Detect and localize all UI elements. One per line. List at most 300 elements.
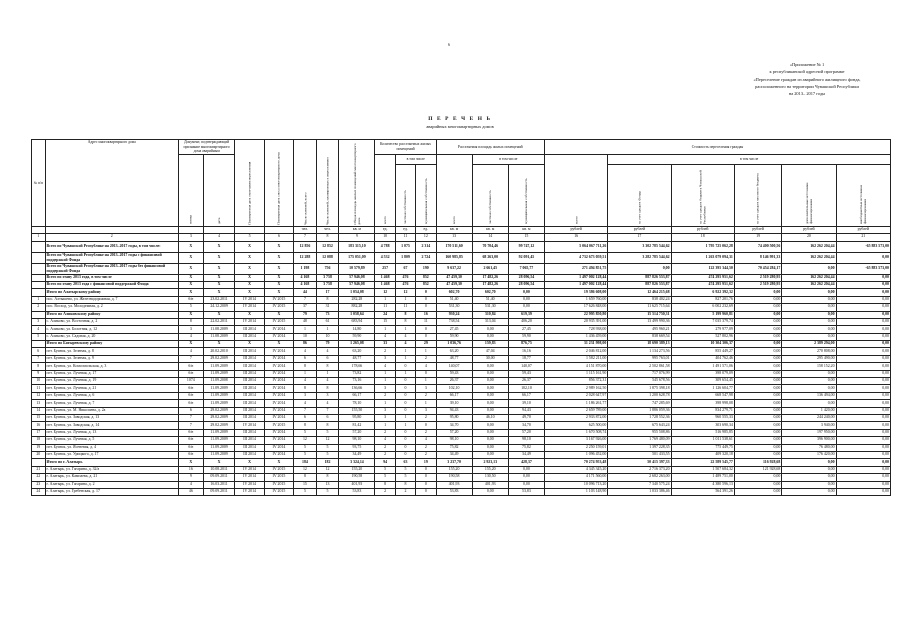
table-cell: 1	[375, 370, 395, 377]
table-cell: 4	[178, 333, 203, 340]
table-cell: Х	[235, 311, 264, 318]
address-cell: с. Аликово, ул. Болотная, д. 12	[45, 326, 178, 333]
table-cell: 1074	[178, 378, 203, 385]
table-cell: 28 096,54	[508, 274, 544, 281]
document-subtitle: аварийных многоквартирных домов	[426, 124, 494, 129]
table-cell: 1 265,08	[339, 341, 375, 348]
table-cell: 19	[416, 459, 436, 466]
table-cell: Х	[203, 289, 235, 296]
table-cell: 13	[32, 400, 46, 407]
table-row	[32, 378, 891, 385]
table-cell: 15	[294, 481, 317, 488]
table-cell: 1 397 228,35	[608, 444, 671, 451]
table-cell: 10	[294, 333, 317, 340]
unit-cell: ед.	[375, 226, 395, 233]
table-cell: 401,93	[339, 481, 375, 488]
table-cell: 1	[375, 326, 395, 333]
table-cell: 12 856	[294, 241, 317, 252]
table-cell: 0,00	[782, 304, 836, 311]
table-cell: 257	[375, 263, 395, 274]
table-row	[32, 466, 891, 473]
table-row	[32, 370, 891, 377]
table-cell: 176 420,00	[782, 451, 836, 458]
table-cell: Х	[235, 252, 264, 263]
unit-cell	[235, 226, 264, 233]
table-cell: Х	[264, 289, 293, 296]
table-cell: 1	[375, 296, 395, 303]
table-cell: 170 511,60	[436, 241, 472, 252]
table-cell: 474 295 951,62	[671, 281, 734, 288]
table-row	[32, 444, 891, 451]
table-cell: 0,00	[472, 378, 508, 385]
table-cell: 0,00	[782, 459, 836, 466]
table-cell: 0	[416, 333, 436, 340]
table-cell: 0,00	[472, 488, 508, 495]
table-cell: 51,40	[436, 296, 472, 303]
table-cell: 1	[294, 326, 317, 333]
table-cell: 1 103 148,90	[545, 488, 608, 495]
table-cell: 46,10	[472, 414, 508, 421]
header-cost-extra-funds: дополнительные источники финансирования	[782, 164, 836, 226]
table-cell: 70 274 953,48	[545, 459, 608, 466]
table-cell: 406,20	[508, 318, 544, 325]
table-cell: 3	[316, 392, 339, 399]
table-cell: 175 051,09	[339, 252, 375, 263]
table-cell: 2	[416, 444, 436, 451]
table-cell: 0	[416, 289, 436, 296]
table-cell: 51,40	[472, 296, 508, 303]
table-cell: 31 231 998,00	[545, 341, 608, 348]
table-cell: 24	[32, 488, 46, 495]
table-cell: 11.09.2009	[203, 392, 235, 399]
table-cell: 0,00	[836, 407, 890, 414]
table-cell: 0,00	[734, 422, 781, 429]
table-cell: 531,30	[472, 304, 508, 311]
table-cell: 4	[395, 341, 415, 348]
table-cell: Х	[235, 459, 264, 466]
table-cell	[32, 274, 46, 281]
table-cell: III 2014	[235, 326, 264, 333]
table-cell: 476	[395, 281, 415, 288]
table-cell: 11.09.2009	[203, 400, 235, 407]
table-cell: 2	[395, 488, 415, 495]
table-cell: 94,43	[436, 407, 472, 414]
table-cell: Х	[235, 241, 264, 252]
table-cell: 1	[395, 296, 415, 303]
table-cell: 4	[316, 400, 339, 407]
table-cell: 6 002 232,69	[671, 304, 734, 311]
table-cell: III 2014	[235, 355, 264, 362]
table-cell: 1	[395, 422, 415, 429]
table-cell: 15 514 750,31	[608, 311, 671, 318]
table-cell: 79	[294, 311, 317, 318]
header-doc-date: дата	[203, 154, 235, 226]
table-cell: 15	[375, 318, 395, 325]
table-cell: IV 2014	[235, 481, 264, 488]
table-cell: 24	[375, 311, 395, 318]
table-cell: Х	[264, 274, 293, 281]
table-row	[32, 355, 891, 362]
table-cell: 0,00	[836, 281, 890, 288]
table-cell: 8	[316, 296, 339, 303]
table-cell: 3	[416, 385, 436, 392]
table-cell: IV 2014	[264, 348, 293, 355]
table-cell: 8	[395, 311, 415, 318]
table-cell: 0,00	[836, 385, 890, 392]
unit-cell: рублей	[782, 226, 836, 233]
table-cell: 1 769 480,09	[608, 437, 671, 444]
table-cell: 63	[395, 459, 415, 466]
header-planned-relocation: Планируемая дата окончания переселения	[235, 140, 264, 227]
table-cell: IV 2014	[264, 437, 293, 444]
table-cell: 160 985,85	[436, 252, 472, 263]
table-cell: 0,00	[472, 429, 508, 436]
table-row	[32, 437, 891, 444]
table-cell: 4	[294, 400, 317, 407]
table-row	[32, 296, 891, 303]
table-cell: 1 670 508,74	[545, 429, 608, 436]
table-cell: 16.03.2011	[203, 481, 235, 488]
table-cell: 2 519 280,95	[734, 274, 781, 281]
table-cell: 46	[178, 488, 203, 495]
appendix-line: расположенного на территории Чувашской Республики	[755, 83, 859, 89]
header-area-private: частная собственность	[472, 164, 508, 226]
table-cell: 158 152,20	[782, 363, 836, 370]
table-cell: 0,00	[472, 451, 508, 458]
table-cell: 668 547,98	[671, 392, 734, 399]
table-cell: 8	[395, 481, 415, 488]
table-cell: III 2014	[235, 437, 264, 444]
table-cell: III 2014	[235, 363, 264, 370]
table-cell: 545 678,56	[608, 378, 671, 385]
table-cell: 1 036,76	[436, 341, 472, 348]
table-cell: 2 661,45	[472, 263, 508, 274]
table-cell: 70 454 284,17	[734, 263, 781, 274]
header-total-area: Общая площадь жилых помещений многоквартирного дома	[339, 140, 375, 227]
table-cell: 73,16	[339, 378, 375, 385]
table-cell: 0,00	[734, 311, 781, 318]
table-cell: 0,00	[734, 318, 781, 325]
table-cell: 2 716 373,20	[608, 466, 671, 473]
table-cell: 2	[416, 429, 436, 436]
table-cell: 0,00	[472, 422, 508, 429]
table-cell: Х	[178, 341, 203, 348]
table-cell: 3	[178, 326, 203, 333]
table-cell: 26,37	[436, 378, 472, 385]
table-row	[32, 481, 891, 488]
table-cell: 37	[294, 304, 317, 311]
table-cell: 0	[416, 370, 436, 377]
table-cell: 8	[395, 318, 415, 325]
header-cost-fund: за счет средств Фонда	[608, 164, 671, 226]
table-cell: 57 946,08	[339, 281, 375, 288]
table-cell: 11	[395, 304, 415, 311]
table-cell: 98,10	[436, 437, 472, 444]
table-cell: 0,00	[472, 363, 508, 370]
table-cell: Х	[203, 241, 235, 252]
appendix-header	[722, 61, 892, 97]
table-cell: IV 2015	[264, 422, 293, 429]
column-number-cell: 10	[375, 234, 395, 241]
table-cell: 12	[316, 466, 339, 473]
table-cell: 1 011 538,61	[671, 437, 734, 444]
table-cell: 0,00	[836, 304, 890, 311]
table-cell: б/н	[178, 363, 203, 370]
table-cell: 2 682 263,00	[608, 474, 671, 481]
column-number-cell: 6	[264, 234, 293, 241]
table-cell: IV 2014	[264, 363, 293, 370]
table-row	[32, 459, 891, 466]
table-cell: 14	[32, 407, 46, 414]
table-cell: 0,00	[836, 459, 890, 466]
table-cell: 30,00	[472, 355, 508, 362]
table-cell: 10 304 306,37	[671, 341, 734, 348]
table-row	[32, 407, 891, 414]
table-cell: 0,00	[836, 311, 890, 318]
table-cell: 404 762,46	[671, 355, 734, 362]
table-cell: 0,00	[782, 263, 836, 274]
table-cell: б/н	[178, 400, 203, 407]
table-cell: 155,20	[472, 466, 508, 473]
table-cell: 16	[178, 466, 203, 473]
table-cell: 5	[316, 488, 339, 495]
table-cell: Х	[178, 289, 203, 296]
table-cell: 162 262 204,44	[782, 281, 836, 288]
table-cell: 5	[294, 488, 317, 495]
column-number-cell: 5	[235, 234, 264, 241]
table-cell: 92 091,45	[508, 252, 544, 263]
table-cell: 0,00	[734, 451, 781, 458]
table-cell: 136,66	[339, 385, 375, 392]
address-cell: пгт. Буинск, ул. Лучевая, д. 13	[45, 429, 178, 436]
table-cell: 5	[294, 451, 317, 458]
table-cell: 3 282 785 544,62	[608, 252, 671, 263]
table-cell: 197 950,00	[782, 429, 836, 436]
table-cell: 8	[294, 422, 317, 429]
address-cell: Всего по этапу 2013 года с финансовой поддержкой Фонда	[45, 281, 178, 288]
table-cell: 398 998,08	[671, 400, 734, 407]
table-cell: 0,00	[508, 304, 544, 311]
table-cell: 20	[32, 451, 46, 458]
table-cell: 0,00	[836, 355, 890, 362]
table-cell: 0,00	[782, 481, 836, 488]
table-cell: 39,10	[436, 400, 472, 407]
table-cell: IV 2015	[264, 318, 293, 325]
table-cell: 94	[375, 459, 395, 466]
table-cell: IV 2014	[264, 444, 293, 451]
unit-cell: кв. м	[472, 226, 508, 233]
table-cell: 29.02.2009	[203, 414, 235, 421]
table-cell: 0	[416, 474, 436, 481]
table-cell: 4	[375, 437, 395, 444]
table-cell: 22	[32, 474, 46, 481]
table-cell: IV 2014	[235, 474, 264, 481]
table-cell: 0,00	[734, 304, 781, 311]
table-cell: 3	[32, 318, 46, 325]
table-cell: 2 724	[416, 252, 436, 263]
table-cell: 683,94	[339, 318, 375, 325]
table-cell: 94,43	[508, 407, 544, 414]
table-cell: 16	[32, 422, 46, 429]
table-cell: 728 938,00	[545, 326, 608, 333]
table-cell: 0,00	[734, 474, 781, 481]
table-cell: 1	[395, 355, 415, 362]
table-cell: 2 389 294,00	[782, 341, 836, 348]
table-cell: 0,00	[734, 481, 781, 488]
table-cell: 717 076,99	[608, 370, 671, 377]
table-cell: 1 186 261,77	[545, 400, 608, 407]
table-cell: 527 802,96	[671, 333, 734, 340]
table-cell: 756	[316, 263, 339, 274]
table-cell: III 2014	[235, 400, 264, 407]
table-cell: 116 928,68	[734, 459, 781, 466]
table-cell: 0,00	[836, 400, 890, 407]
table-cell: 16,16	[508, 348, 544, 355]
unit-cell: чел.	[294, 226, 317, 233]
table-cell: IV 2014	[264, 355, 293, 362]
table-cell: 162 262 204,44	[782, 252, 836, 263]
address-cell: Итого по Алатырскому району	[45, 289, 178, 296]
table-cell: 2	[375, 444, 395, 451]
table-cell: 0,00	[836, 466, 890, 473]
table-cell: 1 126 604,77	[671, 385, 734, 392]
address-cell: пгт. Буинск, ул. Зеленая, д. 9	[45, 355, 178, 362]
table-row	[32, 451, 891, 458]
table-cell: 34,49	[436, 451, 472, 458]
unit-cell: кв. м	[339, 226, 375, 233]
table-cell: 2 250 159,01	[545, 444, 608, 451]
table-cell: 5	[178, 304, 203, 311]
table-cell: 0,00	[734, 363, 781, 370]
table-cell: 1	[375, 378, 395, 385]
table-cell: 4 380 596,13	[671, 481, 734, 488]
table-cell: 4	[316, 378, 339, 385]
table-cell: 155,20	[436, 466, 472, 473]
table-cell: 295 490,00	[782, 355, 836, 362]
table-cell: 2 989 162,50	[545, 385, 608, 392]
header-cost-rep-budget: за счет средств бюджета Чувашской Республики	[671, 164, 734, 226]
table-cell: 0	[395, 400, 415, 407]
table-cell: 838 402,24	[608, 296, 671, 303]
table-cell: 3 237,70	[436, 459, 472, 466]
address-cell: пгт. Буинск, ул. Заводская, д. 13	[45, 414, 178, 421]
table-cell: Х	[235, 281, 264, 288]
table-cell: 0,00	[508, 481, 544, 488]
table-cell: 2 028 647,97	[545, 392, 608, 399]
table-cell: IV 2014	[264, 407, 293, 414]
table-cell: б/н	[178, 444, 203, 451]
unit-cell	[203, 226, 235, 233]
table-cell: IV 2015	[264, 304, 293, 311]
table-cell: 8	[375, 481, 395, 488]
table-cell: 313,04	[472, 318, 508, 325]
table-cell: 27,45	[436, 326, 472, 333]
summary-row	[32, 263, 891, 274]
table-cell: 75,82	[436, 444, 472, 451]
summary-rows	[32, 241, 891, 296]
table-cell	[32, 311, 46, 318]
table-cell: 1	[395, 348, 415, 355]
address-cell: Итого по Аликовскому району	[45, 311, 178, 318]
table-cell: 8	[316, 474, 339, 481]
table-cell: 0,00	[472, 392, 508, 399]
header-doc-number: номер	[178, 154, 203, 226]
table-cell: 0,00	[734, 296, 781, 303]
table-cell: IV 2014	[264, 400, 293, 407]
appendix-line: «Приложение № 1	[789, 62, 825, 67]
table-cell: 0	[395, 437, 415, 444]
table-cell: 34,70	[436, 422, 472, 429]
header-area-group: Расселяемая площадь жилых помещений	[436, 140, 545, 155]
table-cell: IV 2014	[264, 378, 293, 385]
table-cell: 1 809	[395, 252, 415, 263]
table-cell: 16	[416, 311, 436, 318]
table-cell: III 2014	[235, 333, 264, 340]
table-cell: 0	[395, 363, 415, 370]
table-cell: б/н	[178, 437, 203, 444]
table-cell: 63,20	[436, 348, 472, 355]
table-cell: 48	[294, 318, 317, 325]
table-cell: 960 555,33	[671, 414, 734, 421]
table-cell	[32, 459, 46, 466]
table-cell: 531,30	[436, 304, 472, 311]
table-cell: 1	[395, 326, 415, 333]
table-cell: Х	[203, 341, 235, 348]
table-cell: 0	[395, 451, 415, 458]
table-cell: 11 625 715,64	[608, 304, 671, 311]
table-cell: 3 302 785 544,62	[608, 241, 671, 252]
table-cell: 6	[294, 414, 317, 421]
table-cell: 6	[32, 348, 46, 355]
table-cell: 5	[294, 429, 317, 436]
table-cell: 4	[294, 348, 317, 355]
table-cell: 7	[32, 355, 46, 362]
table-cell: 93,75	[339, 444, 375, 451]
table-cell: 4 788	[375, 241, 395, 252]
table-cell: 0,00	[836, 318, 890, 325]
table-cell: 12 288	[294, 252, 317, 263]
table-cell: 0,00	[836, 378, 890, 385]
table-cell: 887 826 553,87	[608, 281, 671, 288]
table-cell: 6	[316, 414, 339, 421]
table-cell: 270 808,00	[782, 348, 836, 355]
table-cell: 7	[294, 296, 317, 303]
table-cell: 602,70	[436, 289, 472, 296]
table-cell: 0,00	[836, 348, 890, 355]
header-cost-extra-area: внебюджетные источники финансирования	[836, 164, 890, 226]
table-cell: 1 497 002 128,44	[545, 274, 608, 281]
table-row	[32, 474, 891, 481]
table-cell: 34,49	[508, 451, 544, 458]
table-cell: 0	[395, 429, 415, 436]
table-cell: 1 659 760,00	[545, 296, 608, 303]
table-cell: Х	[178, 241, 203, 252]
table-cell: 2	[416, 355, 436, 362]
table-cell: IV 2015	[264, 488, 293, 495]
table-cell: 0	[395, 444, 415, 451]
table-cell: 70 704,46	[472, 241, 508, 252]
table-cell: IV 2014	[264, 451, 293, 458]
table-cell: 0,00	[734, 289, 781, 296]
table-cell: 310,84	[472, 311, 508, 318]
table-cell: 14,80	[339, 326, 375, 333]
table-cell: 0,00	[836, 370, 890, 377]
table-cell: 855 449,27	[671, 348, 734, 355]
address-cell: пгт. Буинск, ул. Зеленая, д. 8	[45, 348, 178, 355]
table-cell: 2	[375, 451, 395, 458]
table-cell: 59,90	[436, 333, 472, 340]
table-cell: б/н	[178, 385, 203, 392]
